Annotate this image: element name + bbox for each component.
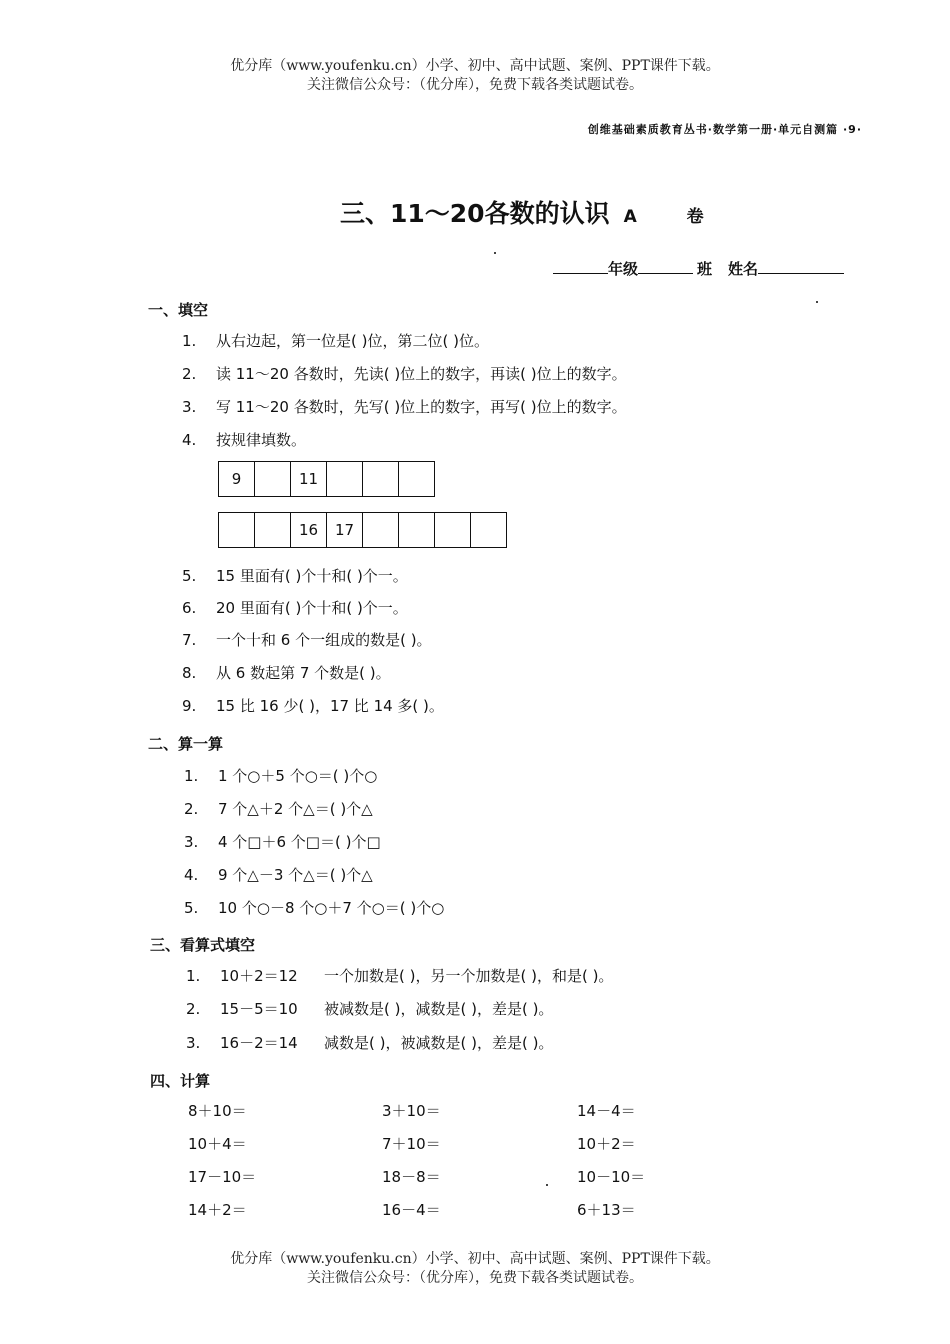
question-number: 3. bbox=[184, 833, 199, 851]
watermark-line-2: 关注微信公众号：（优分库），免费下载各类试题试卷。 bbox=[307, 77, 643, 93]
calc-item: 8＋10＝ bbox=[188, 1102, 247, 1120]
question-number: 1. bbox=[184, 767, 199, 785]
s3-question-1 bbox=[186, 965, 613, 986]
question-number: 5. bbox=[184, 899, 199, 917]
name-label: 姓名 bbox=[728, 260, 759, 278]
question-text: 读 11～20 各数时，先读( )位上的数字，再读( )位上的数字。 bbox=[216, 365, 627, 383]
s3-question-3 bbox=[186, 1032, 553, 1053]
equation: 15－5＝10 bbox=[220, 1000, 298, 1018]
s1-question-2 bbox=[182, 363, 627, 384]
question-text: 从 6 数起第 7 个数是( )。 bbox=[216, 664, 391, 682]
sequence-cell: 16 bbox=[291, 513, 327, 548]
calc-item: 10－10＝ bbox=[577, 1168, 646, 1186]
sequence-cell[interactable] bbox=[399, 462, 435, 497]
watermark-footer-line-1: 优分库（www.youfenku.cn）小学、初中、高中试题、案例、PPT课件下载。 bbox=[230, 1251, 720, 1267]
page-title bbox=[340, 194, 726, 230]
grade-label: 年级 bbox=[608, 260, 639, 278]
question-text: 按规律填数。 bbox=[216, 431, 307, 449]
title-main: 三、11～20各数的认识 bbox=[340, 199, 610, 228]
name-blank[interactable] bbox=[758, 259, 844, 274]
section-3-heading: 三、看算式填空 bbox=[150, 936, 256, 954]
section-4-heading: 四、计算 bbox=[150, 1072, 211, 1090]
sequence-cell[interactable] bbox=[327, 462, 363, 497]
scan-speck bbox=[494, 252, 496, 254]
sequence-cell[interactable] bbox=[363, 462, 399, 497]
s2-question-2 bbox=[184, 798, 373, 819]
class-label: 班 bbox=[697, 260, 713, 278]
calc-item: 17－10＝ bbox=[188, 1168, 257, 1186]
class-blank[interactable] bbox=[638, 259, 693, 274]
calc-item: 14＋2＝ bbox=[188, 1201, 247, 1219]
student-info bbox=[553, 258, 844, 279]
question-text: 15 比 16 少( )，17 比 14 多( )。 bbox=[216, 697, 444, 715]
question-text: 9 个△－3 个△＝( )个△ bbox=[218, 866, 373, 884]
question-number: 4. bbox=[182, 431, 197, 449]
question-number: 1. bbox=[186, 967, 201, 985]
sequence-row-1 bbox=[218, 461, 435, 497]
scan-speck bbox=[546, 1184, 548, 1186]
question-number: 6. bbox=[182, 599, 197, 617]
question-number: 2. bbox=[186, 1000, 201, 1018]
sequence-cell[interactable] bbox=[219, 513, 255, 548]
s1-question-5 bbox=[182, 565, 408, 586]
question-text: 一个加数是( )，另一个加数是( )，和是( )。 bbox=[324, 967, 614, 985]
s1-question-1 bbox=[182, 330, 489, 351]
sequence-row-2 bbox=[218, 512, 507, 548]
s2-question-3 bbox=[184, 831, 381, 852]
question-number: 8. bbox=[182, 664, 197, 682]
sequence-cell: 17 bbox=[327, 513, 363, 548]
s1-question-9 bbox=[182, 695, 444, 716]
question-number: 5. bbox=[182, 567, 197, 585]
s1-question-8 bbox=[182, 662, 391, 683]
question-text: 10 个○－8 个○＋7 个○＝( )个○ bbox=[218, 899, 445, 917]
sequence-cell[interactable] bbox=[435, 513, 471, 548]
question-text: 一个十和 6 个一组成的数是( )。 bbox=[216, 631, 432, 649]
sequence-cell: 11 bbox=[291, 462, 327, 497]
s1-question-4 bbox=[182, 429, 306, 450]
calc-item: 18－8＝ bbox=[382, 1168, 441, 1186]
question-text: 4 个□＋6 个□＝( )个□ bbox=[218, 833, 381, 851]
calc-item: 7＋10＝ bbox=[382, 1135, 441, 1153]
calc-item: 14－4＝ bbox=[577, 1102, 636, 1120]
sequence-cell[interactable] bbox=[399, 513, 435, 548]
s2-question-4 bbox=[184, 864, 373, 885]
question-number: 3. bbox=[182, 398, 197, 416]
watermark-footer-line-2: 关注微信公众号：（优分库），免费下载各类试题试卷。 bbox=[307, 1270, 643, 1286]
question-text: 写 11～20 各数时，先写( )位上的数字，再写( )位上的数字。 bbox=[216, 398, 627, 416]
s2-question-5 bbox=[184, 897, 444, 918]
equation: 16－2＝14 bbox=[220, 1034, 298, 1052]
calc-item: 16－4＝ bbox=[382, 1201, 441, 1219]
scan-speck bbox=[816, 301, 818, 303]
question-text: 7 个△＋2 个△＝( )个△ bbox=[218, 800, 373, 818]
question-number: 4. bbox=[184, 866, 199, 884]
question-number: 1. bbox=[182, 332, 197, 350]
section-2-heading: 二、算一算 bbox=[148, 735, 224, 753]
title-volume: A 卷 bbox=[623, 207, 726, 227]
sequence-cell[interactable] bbox=[471, 513, 507, 548]
s1-question-3 bbox=[182, 396, 627, 417]
question-number: 9. bbox=[182, 697, 197, 715]
section-1-heading: 一、填空 bbox=[148, 301, 209, 319]
question-text: 15 里面有( )个十和( )个一。 bbox=[216, 567, 408, 585]
question-number: 2. bbox=[184, 800, 199, 818]
sequence-cell[interactable] bbox=[363, 513, 399, 548]
s1-question-6 bbox=[182, 597, 408, 618]
running-header: 创维基础素质教育丛书·数学第一册·单元自测篇 ·9· bbox=[587, 123, 862, 136]
equation: 10＋2＝12 bbox=[220, 967, 298, 985]
calc-item: 3＋10＝ bbox=[382, 1102, 441, 1120]
watermark-line-1: 优分库（www.youfenku.cn）小学、初中、高中试题、案例、PPT课件下载。 bbox=[230, 58, 720, 74]
calc-item: 10＋4＝ bbox=[188, 1135, 247, 1153]
calc-item: 10＋2＝ bbox=[577, 1135, 636, 1153]
question-text: 20 里面有( )个十和( )个一。 bbox=[216, 599, 408, 617]
sequence-cell[interactable] bbox=[255, 513, 291, 548]
grade-blank[interactable] bbox=[553, 259, 608, 274]
question-number: 7. bbox=[182, 631, 197, 649]
calc-item: 6＋13＝ bbox=[577, 1201, 636, 1219]
question-text: 减数是( )，被减数是( )，差是( )。 bbox=[324, 1034, 554, 1052]
sequence-cell[interactable] bbox=[255, 462, 291, 497]
question-number: 2. bbox=[182, 365, 197, 383]
sequence-cell: 9 bbox=[219, 462, 255, 497]
question-text: 从右边起，第一位是( )位，第二位( )位。 bbox=[216, 332, 489, 350]
s2-question-1 bbox=[184, 765, 377, 786]
question-text: 1 个○＋5 个○＝( )个○ bbox=[218, 767, 378, 785]
question-number: 3. bbox=[186, 1034, 201, 1052]
question-text: 被减数是( )，减数是( )，差是( )。 bbox=[324, 1000, 554, 1018]
s3-question-2 bbox=[186, 998, 553, 1019]
s1-question-7 bbox=[182, 629, 432, 650]
